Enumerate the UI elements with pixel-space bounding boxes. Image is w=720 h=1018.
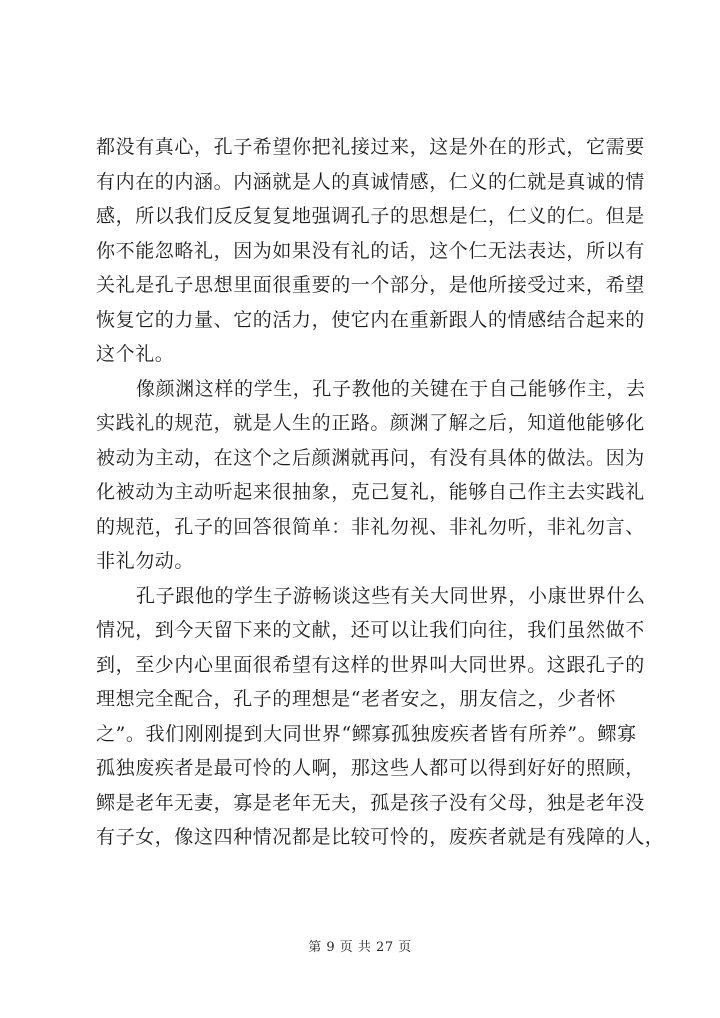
- text-line: 的规范，孔子的回答很简单：非礼勿视、非礼勿听，非礼勿言、: [96, 515, 645, 538]
- text-line: 实践礼的规范，就是人生的正路。颜渊了解之后，知道他能够化: [96, 412, 645, 434]
- text-line: 关礼是孔子思想里面很重要的一个部分，是他所接受过来，希望: [96, 274, 645, 296]
- text-line: 情况，到今天留下来的文献，还可以让我们向往，我们虽然做不: [96, 619, 645, 641]
- paragraph-2: [96, 372, 646, 579]
- text-line-first: 孔子跟他的学生子游畅谈这些有关大同世界，小康世界什么: [136, 584, 646, 607]
- text-line: 都没有真心，孔子希望你把礼接过来，这是外在的形式，它需要: [96, 136, 645, 158]
- text-line: 理想完全配合，孔子的理想是“老者安之，朋友信之，少者怀: [96, 688, 616, 710]
- text-line: 被动为主动，在这个之后颜渊就再问，有没有具体的做法。因为: [96, 446, 645, 469]
- text-line: 有内在的内涵。内涵就是人的真诚情感，仁义的仁就是真诚的情: [96, 170, 645, 193]
- text-line: 鳏是老年无妻，寡是老年无夫，孤是孩子没有父母，独是老年没: [96, 791, 645, 814]
- text-line: 孤独废疾者是最可怜的人啊，那这些人都可以得到好好的照顾，: [96, 757, 645, 779]
- text-line: 感，所以我们反反复复地强调孔子的思想是仁，仁义的仁。但是: [96, 205, 645, 227]
- text-line: 非礼勿动。: [96, 550, 195, 572]
- body-text: [96, 130, 665, 855]
- page-footer: [0, 936, 720, 955]
- text-line: 到，至少内心里面很希望有这样的世界叫大同世界。这跟孔子的: [96, 653, 645, 676]
- text-line: 化被动为主动听起来很抽象，克己复礼，能够自己作主去实践礼: [96, 481, 645, 503]
- text-line: 恢复它的力量、它的活力，使它内在重新跟人的情感结合起来的: [96, 308, 645, 331]
- text-line: 这个礼。: [96, 343, 175, 365]
- paragraph-1: [96, 130, 645, 372]
- text-line: 之”。我们刚刚提到大同世界“鳏寡孤独废疾者皆有所养”。鳏寡: [96, 722, 637, 745]
- page-number-label: 第 9 页 共 27 页: [308, 940, 412, 955]
- text-line: 你不能忽略礼，因为如果没有礼的话，这个仁无法表达，所以有: [96, 239, 645, 262]
- text-line-first: 像颜渊这样的学生，孔子教他的关键在于自己能够作主，去: [136, 377, 646, 400]
- text-line: 有子女，像这四种情况都是比较可怜的，废疾者就是有残障的人，: [96, 826, 665, 848]
- paragraph-3: [96, 579, 665, 855]
